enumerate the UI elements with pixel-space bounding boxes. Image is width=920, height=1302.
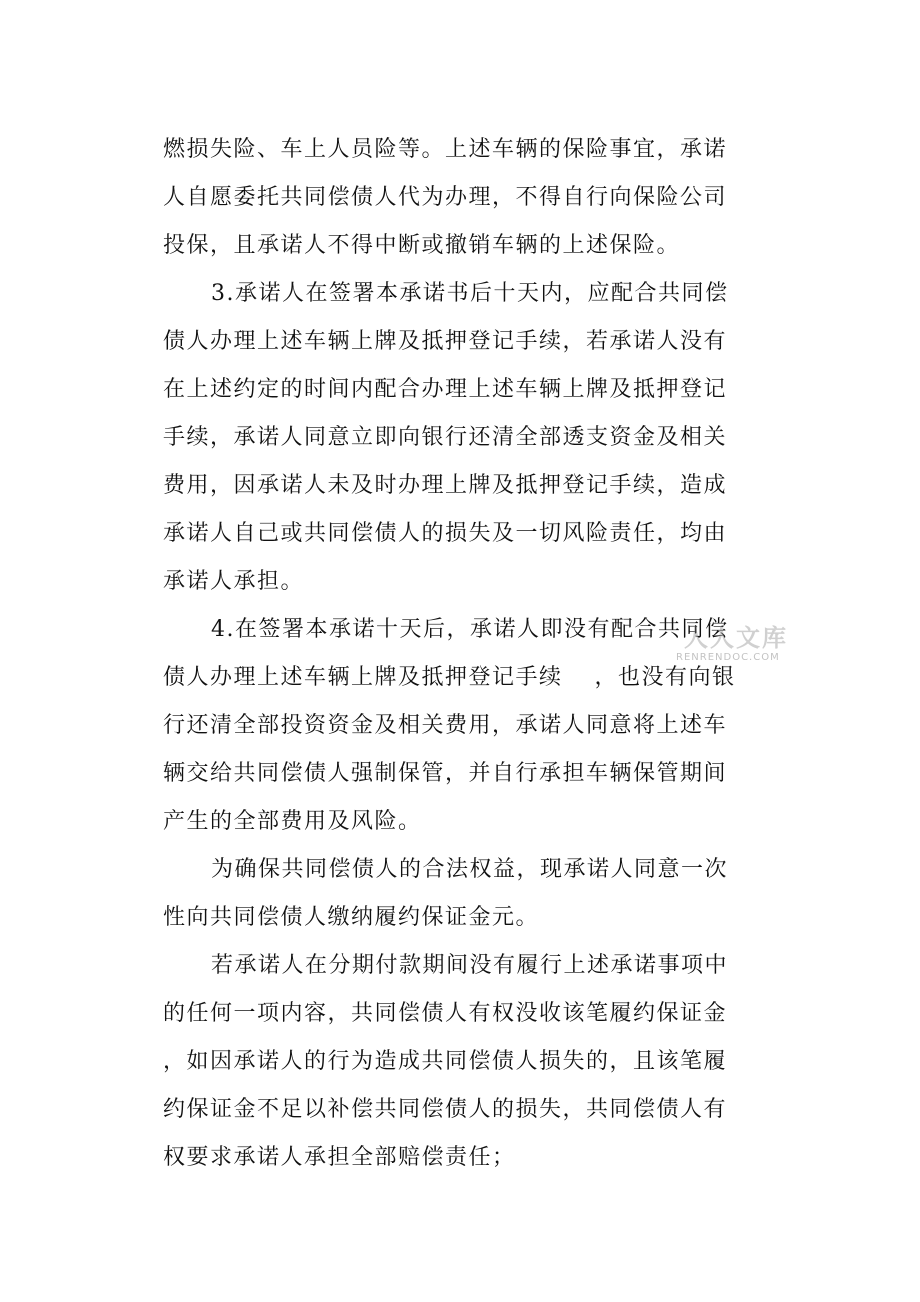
text-line: 权要求承诺人承担全部赔偿责任； — [163, 1145, 516, 1170]
paragraph-deposit — [163, 846, 755, 942]
text-line: 债人办理上述车辆上牌及抵押登记手续 ，也没有向银 — [163, 665, 736, 690]
text-line: 燃损失险、车上人员险等。上述车辆的保险事宜，承诺 — [163, 137, 728, 162]
paragraph-item-3 — [163, 270, 755, 606]
text-line: 费用，因承诺人未及时办理上牌及抵押登记手续，造成 — [163, 473, 728, 498]
text-line: 辆交给共同偿债人强制保管，并自行承担车辆保管期间 — [163, 761, 728, 786]
text-line: 性向共同偿债人缴纳履约保证金元。 — [163, 905, 540, 930]
paragraph-forfeit — [163, 942, 755, 1182]
text-line: 3.承诺人在签署本承诺书后十天内，应配合共同偿 — [211, 281, 729, 306]
text-line: 承诺人自己或共同偿债人的损失及一切风险责任，均由 — [163, 521, 728, 546]
text-line: 产生的全部费用及风险。 — [163, 809, 422, 834]
text-line: 承诺人承担。 — [163, 569, 305, 594]
text-line: 若承诺人在分期付款期间没有履行上述承诺事项中 — [211, 953, 729, 978]
text-line: ，如因承诺人的行为造成共同偿债人损失的，且该笔履 — [163, 1049, 728, 1074]
text-line: 约保证金不足以补偿共同偿债人的损失，共同偿债人有 — [163, 1097, 728, 1122]
watermark-subtitle: RENRENDOC.COM — [676, 652, 780, 663]
text-line: 手续，承诺人同意立即向银行还清全部透支资金及相关 — [163, 425, 728, 450]
paragraph-insurance — [163, 126, 755, 270]
watermark-title: 人人文库 — [684, 624, 788, 652]
document-body — [163, 126, 755, 1182]
text-line: 投保，且承诺人不得中断或撤销车辆的上述保险。 — [163, 233, 681, 258]
text-line: 4.在签署本承诺十天后，承诺人即没有配合共同偿 — [211, 617, 729, 642]
text-line: 人自愿委托共同偿债人代为办理，不得自行向保险公司 — [163, 185, 728, 210]
text-line: 在上述约定的时间内配合办理上述车辆上牌及抵押登记 — [163, 377, 728, 402]
text-line: 为确保共同偿债人的合法权益，现承诺人同意一次 — [211, 857, 729, 882]
text-line: 的任何一项内容，共同偿债人有权没收该笔履约保证金 — [163, 1001, 728, 1026]
text-line: 债人办理上述车辆上牌及抵押登记手续，若承诺人没有 — [163, 329, 728, 354]
text-line: 行还清全部投资资金及相关费用，承诺人同意将上述车 — [163, 713, 728, 738]
paragraph-item-4 — [163, 606, 755, 846]
